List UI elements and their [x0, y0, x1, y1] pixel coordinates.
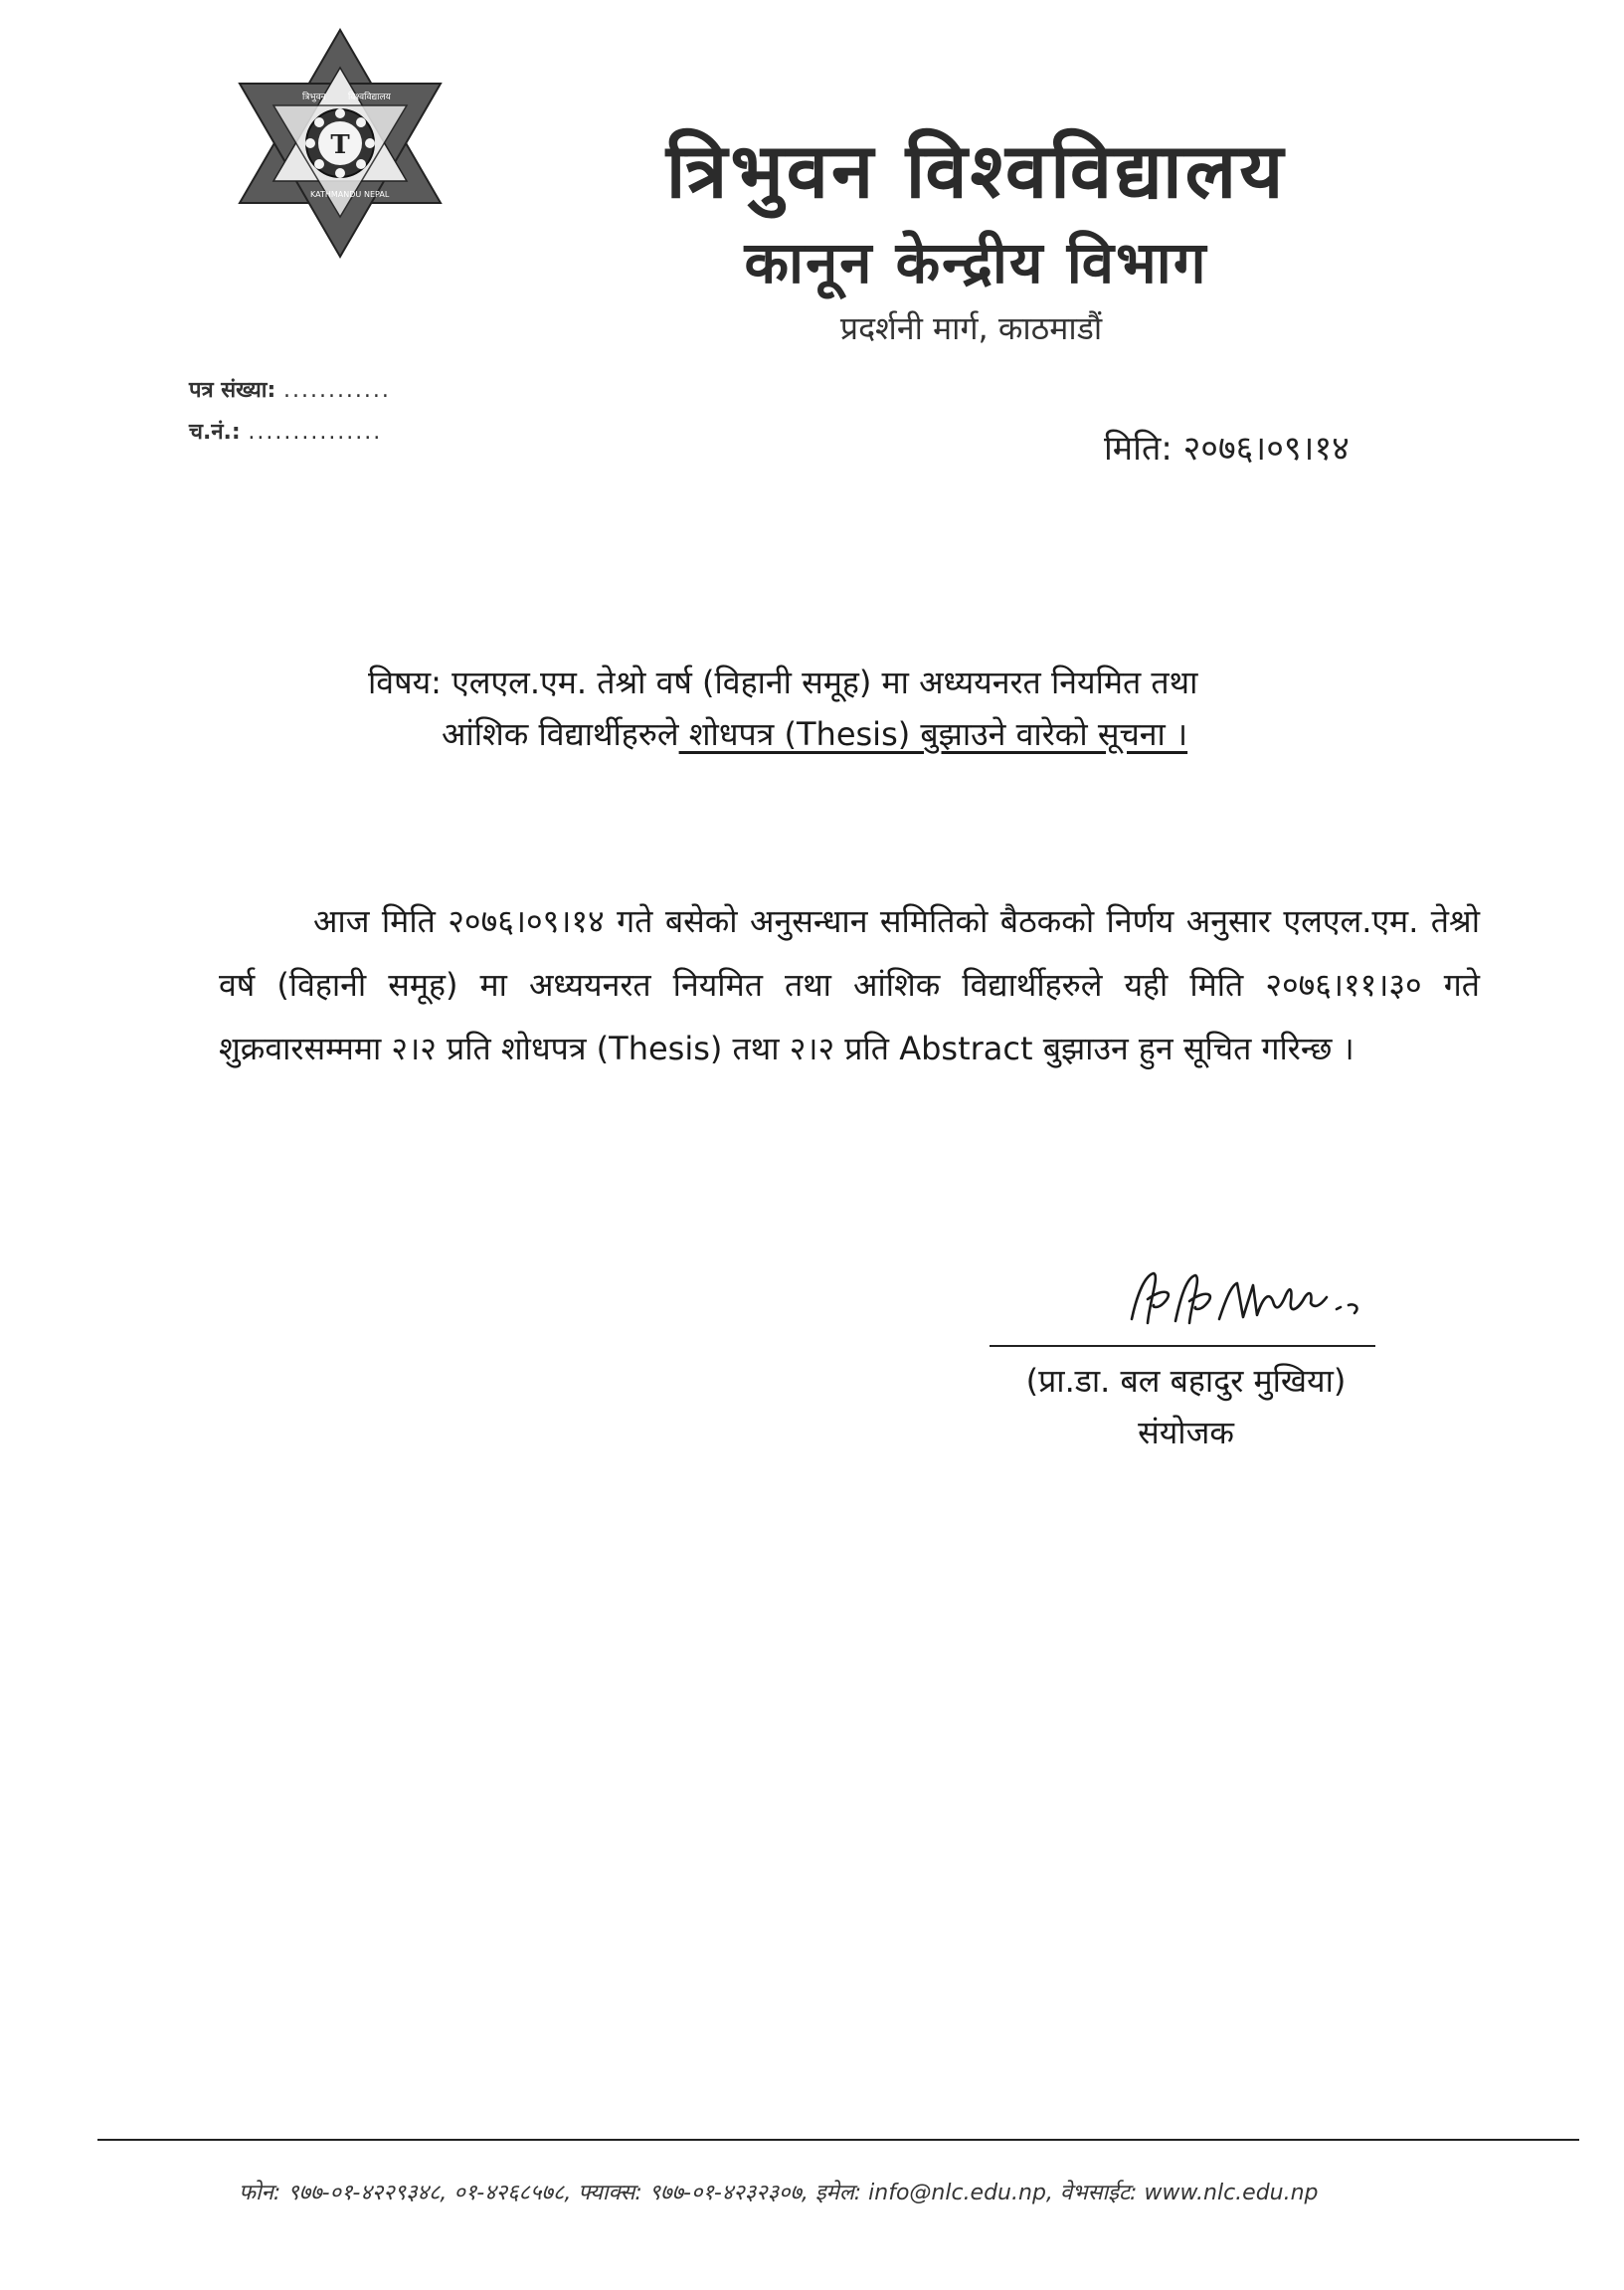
- dispatch-number: [189, 416, 382, 446]
- letter-number-value: ............: [282, 378, 391, 403]
- signatory-name: (प्रा.डा. बल बहादुर मुखिया): [1025, 1362, 1347, 1400]
- logo-text-top-right: विश्वविद्यालय: [348, 93, 391, 102]
- university-name: त्रिभुवन विश्वविद्यालय: [665, 126, 1287, 215]
- dispatch-number-label: च.नं.:: [189, 420, 241, 445]
- dispatch-number-value: ...............: [248, 420, 383, 445]
- handwritten-signature: [1124, 1261, 1402, 1341]
- department-name: कानून केन्द्रीय विभाग: [744, 229, 1208, 296]
- subject-line-2: [368, 708, 1432, 760]
- subject-line: [368, 657, 1432, 760]
- logo-text-top-left: त्रिभुवन: [302, 93, 326, 102]
- logo-text-bottom-left: KATHMANDU: [310, 190, 362, 199]
- letter-number: [189, 374, 391, 404]
- letter-number-label: पत्र संख्या:: [189, 378, 276, 403]
- letter-date: मिति: २०७६।०९।१४: [1104, 429, 1350, 469]
- subject-line-2-underlined: शोधपत्र (Thesis) बुझाउने वारेको सूचना ।: [678, 715, 1188, 753]
- logo-text-bottom-right: NEPAL: [364, 190, 390, 199]
- footer-divider: [97, 2139, 1579, 2141]
- logo-center-letter: T: [330, 130, 350, 160]
- subject-line-1: विषय: एलएल.एम. तेश्रो वर्ष (विहानी समूह) मा अध्ययनरत नियमित तथा: [368, 664, 1198, 701]
- signatory-block: [990, 1355, 1382, 1458]
- department-address: प्रदर्शनी मार्ग, काठमाडौं: [839, 309, 1103, 347]
- signatory-title: संयोजक: [1138, 1414, 1234, 1451]
- notice-body: आज मिति २०७६।०९।१४ गते बसेको अनुसन्धान समितिको बैठकको निर्णय अनुसार एलएल.एम. तेश्रो वर्ष (विहानी समूह) मा अध्ययनरत नियमित तथा आंशिक विद्यार्थीहरुले यही मिति २०७६।११।३० गते शुक्रवारसम्ममा २।२ प्रति शोधपत्र (Thesis) तथा २।२ प्रति Abstract बुझाउन हुन सूचित गरिन्छ ।: [219, 902, 1480, 1067]
- signature-line: [990, 1345, 1375, 1347]
- subject-line-2-prefix: आंशिक विद्यार्थीहरुले: [442, 715, 679, 753]
- footer-contact: फोन: ९७७-०१-४२२९३४८, ०१-४२६८५७८, फ्याक्स: ९७७-०१-४२३२३०७, इमेल: info@nlc.edu.np, वेभसाईट: www.nlc.edu.np: [239, 2181, 1319, 2205]
